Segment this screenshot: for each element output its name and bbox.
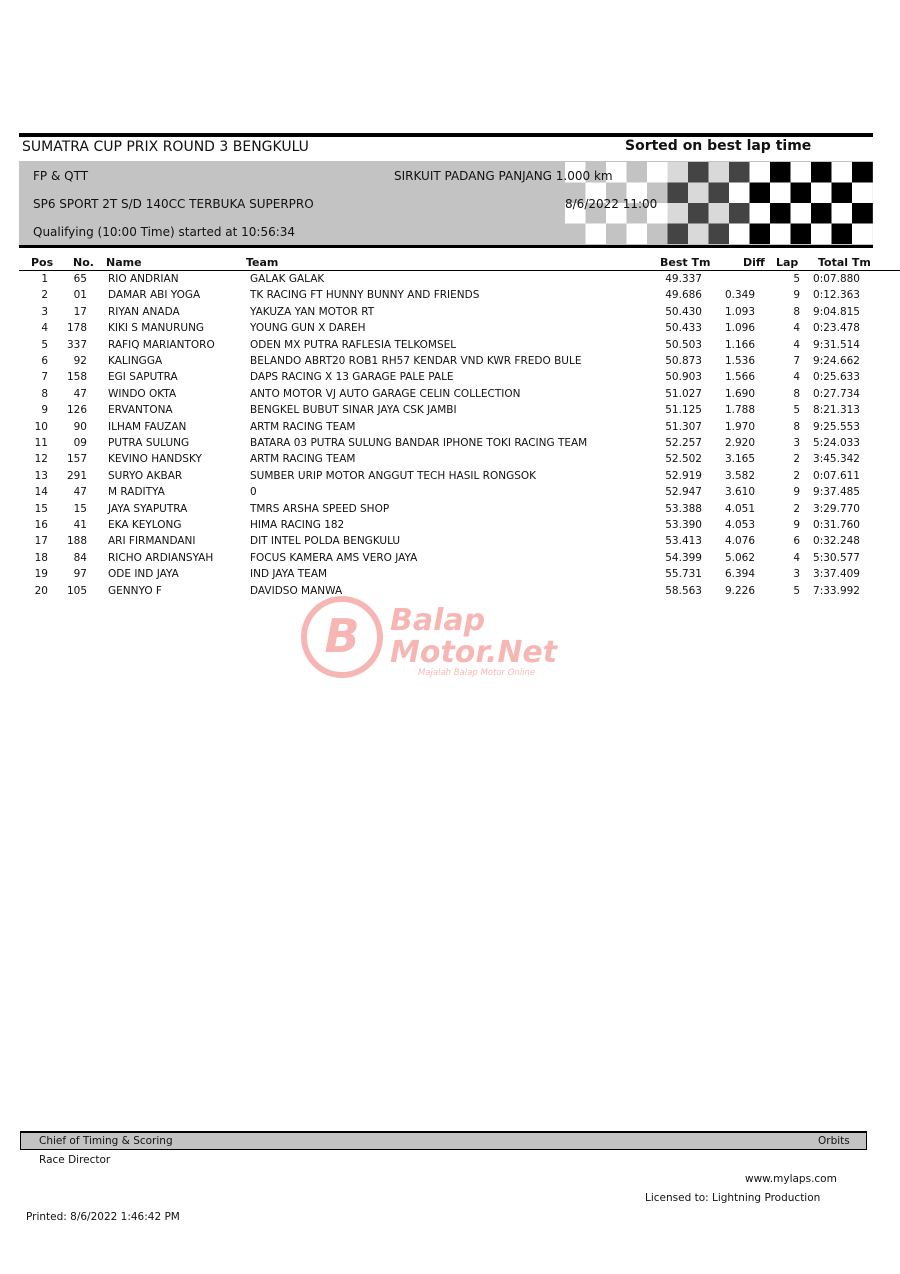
cell-best: 52.947	[665, 486, 702, 499]
flag-square	[811, 203, 832, 224]
cell-no: 09	[73, 437, 87, 449]
cell-no: 01	[73, 289, 87, 302]
cell-lap: 8	[793, 387, 800, 400]
cell-no: 105	[66, 584, 87, 597]
cell-best: 52.502	[665, 453, 702, 466]
cell-team: BATARA 03 PUTRA SULUNG BANDAR IPHONE TOKI RACING TEAM	[250, 437, 588, 449]
cell-total: 0:25.633	[813, 371, 860, 384]
cell-total: 3:37.409	[813, 568, 860, 581]
flag-square	[668, 203, 689, 224]
flag-square	[832, 162, 853, 183]
cell-lap: 4	[793, 338, 800, 351]
cell-name: EKA KEYLONG	[108, 519, 182, 531]
cell-diff: 1.093	[724, 305, 755, 318]
cell-name: RICHO ARDIANSYAH	[108, 551, 214, 564]
cell-no: 97	[73, 568, 87, 581]
cell-lap: 4	[793, 551, 800, 564]
cell-name: KEVINO HANDSKY	[108, 453, 202, 466]
cell-name: RIYAN ANADA	[108, 305, 180, 318]
cell-diff: 2.920	[724, 437, 755, 449]
cell-no: 47	[73, 486, 87, 499]
cell-diff: 9.226	[724, 584, 755, 597]
cell-best: 53.390	[665, 519, 702, 531]
cell-diff: 1.788	[724, 404, 755, 417]
cell-total: 3:45.342	[813, 453, 860, 466]
flag-square	[832, 203, 853, 224]
cell-best: 51.027	[665, 387, 702, 400]
cell-best: 51.125	[665, 404, 702, 417]
flag-square	[750, 162, 771, 183]
cell-pos: 18	[34, 551, 48, 564]
cell-lap: 9	[793, 289, 800, 302]
cell-lap: 9	[793, 486, 800, 499]
cell-no: 90	[73, 420, 87, 433]
cell-diff: 3.610	[724, 486, 755, 499]
cell-total: 5:24.033	[813, 437, 860, 449]
cell-pos: 12	[34, 453, 48, 466]
flag-square	[750, 224, 771, 245]
cell-total: 8:21.313	[813, 404, 860, 417]
cell-team: GALAK GALAK	[250, 273, 325, 285]
cell-team: YAKUZA YAN MOTOR RT	[250, 305, 375, 318]
table-row	[0, 404, 900, 420]
flag-square	[770, 203, 791, 224]
cell-lap: 3	[793, 568, 800, 581]
cell-team: 0	[250, 486, 257, 499]
cell-total: 0:27.734	[813, 387, 860, 400]
cell-pos: 15	[34, 502, 48, 515]
cell-name: EGI SAPUTRA	[108, 371, 178, 384]
cell-no: 178	[66, 322, 87, 335]
cell-name: DAMAR ABI YOGA	[108, 289, 201, 302]
cell-total: 9:04.815	[813, 305, 860, 318]
cell-lap: 7	[793, 355, 800, 367]
flag-square	[709, 183, 730, 204]
session-type: FP & QTT	[33, 169, 89, 183]
flag-square	[791, 162, 812, 183]
cell-lap: 8	[793, 305, 800, 318]
flag-square	[770, 162, 791, 183]
table-row	[0, 535, 900, 551]
cell-diff: 3.582	[724, 469, 755, 482]
cell-pos: 9	[41, 404, 48, 417]
cell-best: 58.563	[665, 584, 702, 597]
cell-best: 52.257	[665, 437, 702, 449]
cell-best: 50.433	[665, 322, 702, 335]
table-row	[0, 519, 900, 535]
table-row	[0, 388, 900, 404]
table-row	[0, 470, 900, 486]
cell-team: SUMBER URIP MOTOR ANGGUT TECH HASIL RONGSOK	[250, 469, 537, 482]
flag-square	[852, 224, 873, 245]
cell-team: HIMA RACING 182	[250, 519, 345, 531]
cell-lap: 2	[793, 469, 800, 482]
cell-total: 5:30.577	[813, 551, 860, 564]
cell-pos: 16	[34, 519, 48, 531]
flag-square	[729, 203, 750, 224]
cell-pos: 19	[34, 568, 48, 581]
cell-no: 92	[73, 355, 87, 367]
cell-pos: 8	[41, 387, 48, 400]
cell-total: 9:31.514	[813, 338, 860, 351]
watermark-line2: Motor.Net	[390, 635, 558, 670]
flag-square	[709, 203, 730, 224]
col-header-total: Total Tm	[818, 256, 871, 269]
flag-square	[586, 224, 607, 245]
flag-square	[791, 203, 812, 224]
cell-lap: 2	[793, 502, 800, 515]
cell-team: IND JAYA TEAM	[250, 568, 328, 581]
table-row	[0, 355, 900, 371]
flag-square	[770, 183, 791, 204]
cell-total: 0:07.611	[813, 469, 860, 482]
flag-square	[668, 162, 689, 183]
cell-best: 50.873	[665, 355, 702, 367]
cell-lap: 4	[793, 371, 800, 384]
flag-square	[688, 224, 709, 245]
cell-no: 65	[73, 273, 87, 285]
cell-total: 9:25.553	[813, 420, 860, 433]
cell-team: ANTO MOTOR VJ AUTO GARAGE CELIN COLLECTION	[250, 387, 521, 400]
flag-square	[668, 224, 689, 245]
cell-pos: 4	[41, 322, 48, 335]
balapmotor-watermark-logo	[298, 592, 603, 682]
cell-diff: 5.062	[724, 551, 755, 564]
cell-total: 0:12.363	[813, 289, 860, 302]
table-row	[0, 371, 900, 387]
cell-pos: 2	[41, 289, 48, 302]
cell-pos: 6	[41, 355, 48, 367]
event-title: SUMATRA CUP PRIX ROUND 3 BENGKULU	[22, 139, 309, 155]
table-row	[0, 339, 900, 355]
cell-diff: 1.096	[724, 322, 755, 335]
cell-pos: 1	[41, 273, 48, 285]
table-row	[0, 437, 900, 453]
table-row	[0, 503, 900, 519]
cell-best: 51.307	[665, 420, 702, 433]
flag-square	[627, 162, 648, 183]
cell-name: SURYO AKBAR	[108, 469, 183, 482]
flag-square	[832, 224, 853, 245]
top-rule	[19, 133, 873, 137]
cell-no: 158	[66, 371, 87, 384]
flag-square	[852, 203, 873, 224]
cell-diff: 4.051	[724, 502, 755, 515]
flag-square	[811, 183, 832, 204]
cell-team: BENGKEL BUBUT SINAR JAYA CSK JAMBI	[250, 404, 457, 417]
cell-team: ARTM RACING TEAM	[250, 420, 356, 433]
table-row	[0, 568, 900, 584]
cell-name: KIKI S MANURUNG	[108, 322, 205, 335]
cell-total: 7:33.992	[813, 584, 860, 597]
table-row	[0, 322, 900, 338]
cell-diff: 1.970	[724, 420, 755, 433]
cell-pos: 17	[34, 535, 48, 548]
table-row	[0, 306, 900, 322]
header-box-rule	[19, 245, 873, 248]
session-info: Qualifying (10:00 Time) started at 10:56:34	[33, 225, 296, 239]
col-header-diff: Diff	[743, 256, 765, 269]
cell-pos: 20	[34, 584, 48, 597]
cell-total: 0:23.478	[813, 322, 860, 335]
circuit-info: SIRKUIT PADANG PANJANG 1.000 km	[394, 169, 613, 183]
cell-name: RAFIQ MARIANTORO	[108, 338, 215, 351]
cell-name: WINDO OKTA	[108, 387, 177, 400]
sort-label: Sorted on best lap time	[625, 138, 812, 154]
table-row	[0, 273, 900, 289]
orbits-label: Orbits	[818, 1135, 850, 1147]
cell-best: 53.388	[665, 502, 702, 515]
cell-pos: 7	[41, 371, 48, 384]
cell-diff: 3.165	[724, 453, 755, 466]
flag-square	[811, 162, 832, 183]
cell-name: ARI FIRMANDANI	[108, 535, 196, 548]
col-header-best: Best Tm	[660, 256, 711, 269]
flag-square	[688, 162, 709, 183]
cell-diff: 4.053	[724, 519, 755, 531]
cell-team: BELANDO ABRT20 ROB1 RH57 KENDAR VND KWR FREDO BULE	[250, 355, 582, 367]
table-row	[0, 421, 900, 437]
cell-no: 188	[66, 535, 87, 548]
flag-square	[627, 224, 648, 245]
col-header-pos: Pos	[31, 256, 54, 269]
flag-square	[688, 203, 709, 224]
cell-lap: 5	[793, 584, 800, 597]
cell-best: 50.903	[665, 371, 702, 384]
flag-square	[606, 224, 627, 245]
cell-team: DAVIDSO MANWA	[250, 584, 343, 597]
cell-pos: 11	[34, 437, 48, 449]
cell-lap: 5	[793, 273, 800, 285]
flag-square	[709, 224, 730, 245]
cell-name: ODE IND JAYA	[108, 568, 179, 581]
watermark-line1: Balap	[390, 603, 486, 638]
cell-total: 0:07.880	[813, 273, 860, 285]
cell-no: 291	[66, 469, 87, 482]
cell-lap: 9	[793, 519, 800, 531]
cell-name: M RADITYA	[108, 486, 165, 499]
cell-best: 50.430	[665, 305, 702, 318]
cell-best: 49.337	[665, 273, 702, 285]
flag-square	[852, 183, 873, 204]
cell-total: 0:32.248	[813, 535, 860, 548]
flag-square	[791, 183, 812, 204]
cell-team: TMRS ARSHA SPEED SHOP	[250, 502, 390, 515]
cell-best: 52.919	[665, 469, 702, 482]
cell-diff: 1.566	[724, 371, 755, 384]
cell-total: 9:37.485	[813, 486, 860, 499]
col-header-no: No.	[73, 256, 94, 269]
cell-name: GENNYO F	[108, 584, 162, 597]
cell-lap: 6	[793, 535, 800, 548]
flag-square	[668, 183, 689, 204]
printed-timestamp: Printed: 8/6/2022 1:46:42 PM	[26, 1211, 180, 1223]
flag-square	[791, 224, 812, 245]
flag-square	[565, 224, 586, 245]
race-director: Race Director	[39, 1154, 111, 1166]
flag-square	[729, 162, 750, 183]
website-link[interactable]: www.mylaps.com	[745, 1173, 837, 1185]
watermark-tagline: Majalah Balap Motor Online	[418, 668, 536, 678]
cell-best: 50.503	[665, 338, 702, 351]
chief-of-timing: Chief of Timing & Scoring	[39, 1135, 173, 1147]
flag-square	[811, 224, 832, 245]
table-row	[0, 552, 900, 568]
license-info: Licensed to: Lightning Production	[645, 1192, 821, 1204]
cell-best: 54.399	[665, 551, 702, 564]
session-datetime: 8/6/2022 11:00	[565, 197, 658, 211]
cell-name: ERVANTONA	[108, 404, 173, 417]
class-name: SP6 SPORT 2T S/D 140CC TERBUKA SUPERPRO	[33, 197, 314, 211]
cell-no: 337	[66, 338, 87, 351]
cell-name: PUTRA SULUNG	[108, 437, 190, 449]
cell-lap: 2	[793, 453, 800, 466]
column-header-rule	[19, 270, 900, 271]
cell-lap: 3	[793, 437, 800, 449]
col-header-lap: Lap	[776, 256, 799, 269]
cell-team: ODEN MX PUTRA RAFLESIA TELKOMSEL	[250, 338, 457, 351]
cell-team: DIT INTEL POLDA BENGKULU	[250, 535, 401, 548]
cell-pos: 13	[34, 469, 48, 482]
table-row	[0, 486, 900, 502]
cell-name: KALINGGA	[108, 355, 163, 367]
cell-team: FOCUS KAMERA AMS VERO JAYA	[250, 551, 418, 564]
cell-diff: 0.349	[724, 289, 755, 302]
cell-diff: 1.166	[724, 338, 755, 351]
cell-pos: 5	[41, 338, 48, 351]
cell-lap: 8	[793, 420, 800, 433]
cell-team: ARTM RACING TEAM	[250, 453, 356, 466]
cell-total: 3:29.770	[813, 502, 860, 515]
cell-total: 0:31.760	[813, 519, 860, 531]
cell-name: JAYA SYAPUTRA	[108, 502, 188, 515]
cell-diff: 1.536	[724, 355, 755, 367]
col-header-name: Name	[106, 256, 142, 269]
cell-total: 9:24.662	[813, 355, 860, 367]
cell-no: 157	[66, 453, 87, 466]
flag-square	[832, 183, 853, 204]
cell-no: 17	[73, 305, 87, 318]
flag-square	[729, 183, 750, 204]
cell-best: 55.731	[665, 568, 702, 581]
cell-lap: 4	[793, 322, 800, 335]
cell-no: 47	[73, 387, 87, 400]
table-row	[0, 453, 900, 469]
cell-diff: 6.394	[724, 568, 755, 581]
flag-square	[647, 162, 668, 183]
cell-team: YOUNG GUN X DAREH	[250, 322, 366, 335]
cell-best: 49.686	[665, 289, 702, 302]
flag-square	[688, 183, 709, 204]
cell-name: ILHAM FAUZAN	[108, 420, 187, 433]
flag-square	[709, 162, 730, 183]
cell-pos: 10	[34, 420, 48, 433]
cell-pos: 3	[41, 305, 48, 318]
cell-no: 84	[73, 551, 87, 564]
cell-team: DAPS RACING X 13 GARAGE PALE PALE	[250, 371, 454, 384]
cell-no: 126	[66, 404, 87, 417]
flag-square	[647, 224, 668, 245]
cell-name: RIO ANDRIAN	[108, 273, 179, 285]
cell-lap: 5	[793, 404, 800, 417]
cell-diff: 1.690	[724, 387, 755, 400]
cell-diff: 4.076	[724, 535, 755, 548]
flag-square	[729, 224, 750, 245]
svg-text:B: B	[324, 609, 360, 663]
cell-best: 53.413	[665, 535, 702, 548]
flag-square	[750, 183, 771, 204]
table-row	[0, 289, 900, 305]
cell-pos: 14	[34, 486, 48, 499]
flag-square	[750, 203, 771, 224]
cell-no: 15	[73, 502, 87, 515]
cell-no: 41	[73, 519, 87, 531]
flag-square	[852, 162, 873, 183]
flag-square	[770, 224, 791, 245]
cell-team: TK RACING FT HUNNY BUNNY AND FRIENDS	[250, 289, 480, 302]
col-header-team: Team	[246, 256, 279, 269]
